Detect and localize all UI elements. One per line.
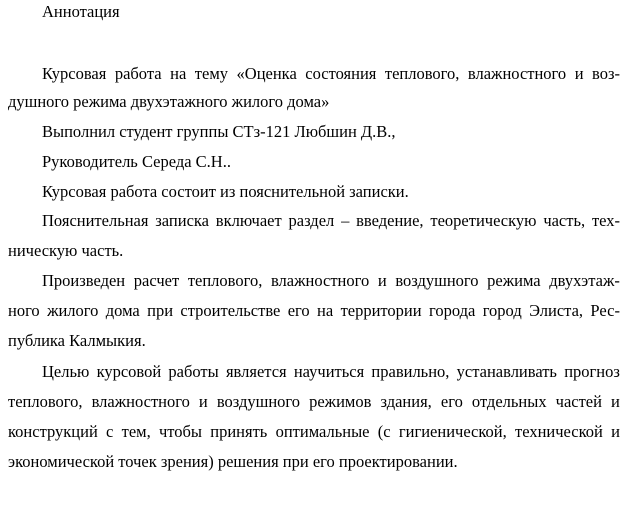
word: влажностного	[270, 271, 370, 290]
word: прогноз	[564, 362, 620, 381]
word: устанавливать	[456, 362, 557, 381]
word: курсовой	[96, 362, 162, 381]
word: влажностного	[91, 392, 190, 411]
word: режимов	[309, 392, 372, 411]
word: Пояснительная	[42, 211, 149, 230]
text-line	[8, 391, 620, 413]
word: ного	[8, 301, 40, 320]
word: конструкций	[8, 422, 98, 441]
word: территории	[340, 301, 422, 320]
word: и	[377, 271, 387, 290]
word: –	[341, 211, 350, 230]
word: теплового,	[8, 392, 83, 411]
word: состояния	[305, 64, 377, 83]
word: жилого	[47, 301, 99, 320]
word: воздушного	[395, 271, 479, 290]
word: при	[147, 301, 174, 320]
word: (с	[377, 422, 391, 441]
text-line	[42, 63, 620, 85]
word: раздел	[288, 211, 335, 230]
word: его	[287, 301, 310, 320]
word: чтобы	[158, 422, 203, 441]
text-line: публика Калмыкия.	[8, 331, 146, 350]
word: частей	[555, 392, 602, 411]
word: «Оценка	[236, 64, 297, 83]
word: строительстве	[180, 301, 281, 320]
text-line	[42, 361, 620, 383]
word: дома	[105, 301, 140, 320]
text-line: душного режима двухэтажного жилого дома»	[8, 92, 330, 111]
text-line: экономической точек зрения) решения при его проектировании.	[8, 452, 458, 471]
word: Произведен	[42, 271, 126, 290]
word: введение,	[356, 211, 424, 230]
word: работа	[114, 64, 162, 83]
word: отдельных	[471, 392, 547, 411]
text-line	[42, 270, 620, 292]
word: на	[170, 64, 187, 83]
text-line	[8, 300, 620, 322]
word: Рес-	[590, 301, 620, 320]
word: и	[198, 392, 208, 411]
word: тем,	[121, 422, 151, 441]
text-line: Руководитель Середа С.Н..	[42, 152, 231, 171]
text-line	[42, 210, 620, 232]
word: и	[574, 64, 584, 83]
word: технической	[515, 422, 603, 441]
word: его	[440, 392, 463, 411]
word: часть,	[543, 211, 586, 230]
word: город	[482, 301, 522, 320]
word: тему	[194, 64, 229, 83]
word: на	[317, 301, 334, 320]
word: теоретическую	[430, 211, 537, 230]
word: города	[428, 301, 476, 320]
word: оптимальные	[275, 422, 370, 441]
word: Элиста,	[529, 301, 584, 320]
word: теплового,	[384, 64, 460, 83]
word: тех-	[591, 211, 620, 230]
text-line: ническую часть.	[8, 241, 124, 260]
word: правильно,	[371, 362, 450, 381]
word: с	[106, 422, 114, 441]
word: здания,	[380, 392, 432, 411]
annotation-heading: Аннотация	[42, 2, 120, 21]
text-line: Курсовая работа состоит из пояснительной записки.	[42, 182, 409, 201]
word: воздушного	[216, 392, 301, 411]
word: включает	[215, 211, 282, 230]
word: научиться	[293, 362, 365, 381]
word: принять	[210, 422, 268, 441]
word: расчет	[133, 271, 180, 290]
word: Целью	[42, 362, 90, 381]
word: записка	[155, 211, 209, 230]
word: и	[611, 422, 620, 441]
word: работы	[168, 362, 219, 381]
word: двухэтаж-	[549, 271, 620, 290]
word: влажностного	[467, 64, 567, 83]
text-line: Выполнил студент группы СТз-121 Любшин Д.В.,	[42, 122, 396, 141]
word: является	[225, 362, 287, 381]
text-line	[8, 421, 620, 443]
word: и	[611, 392, 620, 411]
word: гигиенической,	[398, 422, 507, 441]
word: Курсовая	[42, 64, 107, 83]
word: режима	[487, 271, 541, 290]
word: воз-	[592, 64, 620, 83]
word: теплового,	[187, 271, 263, 290]
